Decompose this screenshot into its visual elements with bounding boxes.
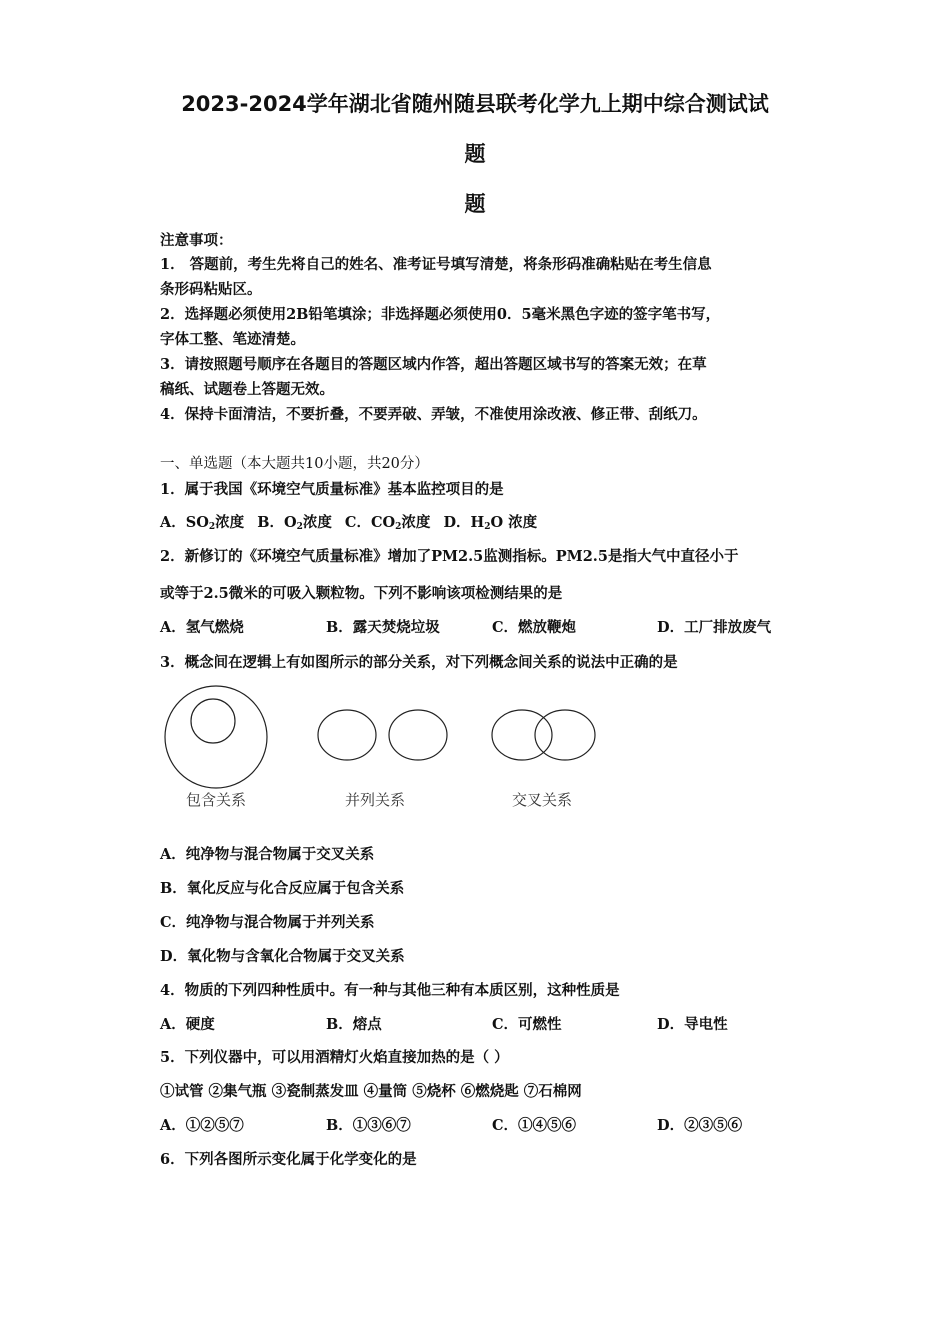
diagram-label-intersection: 交叉关系 [512,791,573,809]
q1-option-b: B．$O_2$浓度 [257,514,332,532]
q3-option-d: D．氧化物与含氧化合物属于交叉关系 [160,948,405,965]
q3-option-a: A．纯净物与混合物属于交叉关系 [160,846,375,863]
q2-option-d: D．工厂排放废气 [657,619,772,636]
q5-option-a: A．①②⑤⑦ [160,1117,244,1134]
question-3-stem: 3．概念间在逻辑上有如图所示的部分关系，对下列概念间关系的说法中正确的是 [160,654,678,671]
q5-option-c: C．①④⑤⑥ [492,1117,577,1134]
q4-option-c: C．可燃性 [492,1016,562,1033]
q4-option-b: B．熔点 [326,1016,382,1033]
page-title-line2: 题 [464,142,486,166]
notice-item: 字体工整、笔迹清楚。 [160,331,305,348]
q2-option-c: C．燃放鞭炮 [492,619,577,636]
q1-option-a: A．$SO_2$浓度 [160,514,245,532]
q1-option-d: D．$H_2O$ 浓度 [443,514,538,532]
parallel-diagram [318,710,447,760]
notice-item: 条形码粘贴区。 [160,281,262,298]
q5-option-d: D．②③⑤⑥ [657,1117,743,1134]
q4-option-a: A．硬度 [160,1016,215,1033]
notice-item: 3．请按照题号顺序在各题目的答题区域内作答，超出答题区域书写的答案无效；在草 [160,356,707,373]
diagram-label-parallel: 并列关系 [345,791,406,809]
question-6-stem: 6．下列各图所示变化属于化学变化的是 [160,1151,417,1168]
notice-item: 2．选择题必须使用2B铅笔填涂；非选择题必须使用0．5毫米黑色字迹的签字笔书写， [160,306,721,323]
intersection-diagram [492,710,595,760]
page-title-line3: 题 [464,192,486,216]
q1-option-c: C．$CO_2$浓度 [344,514,431,532]
question-4-stem: 4．物质的下列四种性质中。有一种与其他三种有本质区别，这种性质是 [160,982,620,999]
q4-option-d: D．导电性 [657,1016,728,1033]
q2-option-b: B．露天焚烧垃圾 [326,619,440,636]
page-title-line1: 2023-2024学年湖北省随州随县联考化学九上期中综合测试试 [181,92,769,116]
q3-option-b: B．氧化反应与化合反应属于包含关系 [160,880,405,897]
question-5-items: ①试管 ②集气瓶 ③瓷制蒸发皿 ④量筒 ⑤烧杯 ⑥燃烧匙 ⑦石棉网 [160,1083,582,1100]
containment-diagram [165,686,267,788]
question-1-stem: 1．属于我国《环境空气质量标准》基本监控项目的是 [160,481,504,498]
q2-option-a: A．氢气燃烧 [160,619,244,636]
q5-option-b: B．①③⑥⑦ [326,1117,411,1134]
diagram-label-containment: 包含关系 [186,791,247,809]
notice-item: 1． 答题前，考生先将自己的姓名、准考证号填写清楚，将条形码准确粘贴在考生信息 [160,256,712,273]
question-2-stem-line2: 或等于2.5微米的可吸入颗粒物。下列不影响该项检测结果的是 [160,585,563,602]
notice-item: 稿纸、试题卷上答题无效。 [160,381,334,398]
notice-item: 4．保持卡面清洁，不要折叠，不要弄破、弄皱，不准使用涂改液、修正带、刮纸刀。 [160,406,707,423]
notice-heading: 注意事项： [160,232,233,249]
question-2-stem-line1: 2．新修订的《环境空气质量标准》增加了PM2.5监测指标。PM2.5是指大气中直径小于 [160,548,739,565]
question-1-options [160,511,537,532]
section-heading: 一、单选题（本大题共10小题，共20分） [160,456,429,472]
question-5-stem: 5．下列仪器中，可以用酒精灯火焰直接加热的是（ ） [160,1049,509,1066]
q3-option-c: C．纯净物与混合物属于并列关系 [160,914,375,931]
